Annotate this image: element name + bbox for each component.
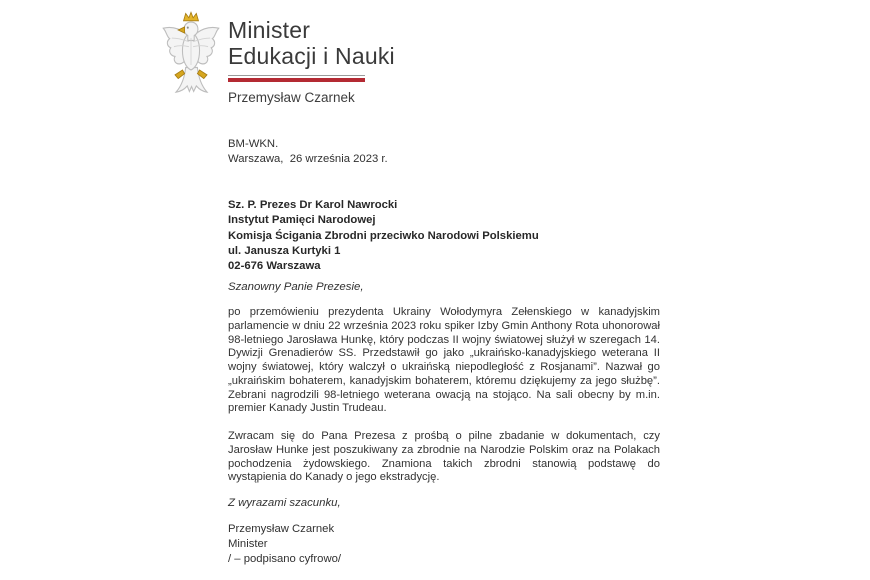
salutation: Szanowny Panie Prezesie,: [228, 281, 364, 293]
letterhead-rule-gray: [228, 75, 365, 76]
recipient-line-1: Sz. P. Prezes Dr Karol Nawrocki: [228, 199, 398, 211]
minister-title-line1: Minister: [228, 17, 311, 43]
polish-eagle-emblem: [159, 11, 223, 97]
recipient-line-3: Komisja Ścigania Zbrodni przeciwko Narodowi Polskiemu: [228, 229, 539, 242]
signature-name: Przemysław Czarnek: [228, 523, 335, 535]
place-date: Warszawa, 26 września 2023 r.: [228, 153, 388, 165]
signature-role: Minister: [228, 538, 268, 550]
letterhead: [228, 17, 395, 105]
paragraph-2: Zwracam się do Pana Prezesa z prośbą o pilne zbadanie w dokumentach, czy Jarosław Hunke jest poszukiwany za zbrodnie na Narodzie Polskim oraz na Polakach pochodzenia żydowskiego. Znamiona takich zbrodni stanowią podstawę do wystąpienia do Kanady o jego ekstradycję.: [228, 430, 660, 484]
paragraph-1: po przemówieniu prezydenta Ukrainy Wołodymyra Zełenskiego w kanadyjskim parlamencie w dniu 22 września 2023 roku spiker Izby Gmin Anthony Rota uhonorował 98-letniego Jarosława Hunkę, który podczas II wojny światowej służył w szeregach 14. Dywizji Grenadierów SS. Przedstawił go jako „ukraińsko-kanadyjskiego weterana II wojny światowej, który walczył o ukraińską niepodległość z Rosjanami”. Nazwał go „ukraińskim bohaterem, kanadyjskim bohaterem, któremu dziękujemy za jego służbę”. Zebrani nagrodzili 98-letniego weterana owacją na stojąco. Na sali obecny by m.in. premier Kanady Justin Trudeau.: [228, 306, 660, 415]
minister-title-line2: Edukacji i Nauki: [228, 43, 395, 69]
recipient-line-2: Instytut Pamięci Narodowej: [228, 214, 376, 227]
letterhead-rule-red: [228, 78, 365, 82]
closing-phrase: Z wyrazami szacunku,: [228, 497, 341, 509]
minister-name: Przemysław Czarnek: [228, 90, 355, 105]
reference-block: [228, 137, 388, 167]
reference-number: BM-WKN.: [228, 138, 279, 150]
signature-block: [228, 522, 341, 567]
minister-title: [228, 17, 395, 69]
signature-digital-note: / – podpisano cyfrowo/: [228, 553, 342, 565]
recipient-line-4: ul. Janusza Kurtyki 1: [228, 244, 341, 257]
recipient-address: [228, 198, 539, 274]
recipient-line-5: 02-676 Warszawa: [228, 260, 321, 273]
